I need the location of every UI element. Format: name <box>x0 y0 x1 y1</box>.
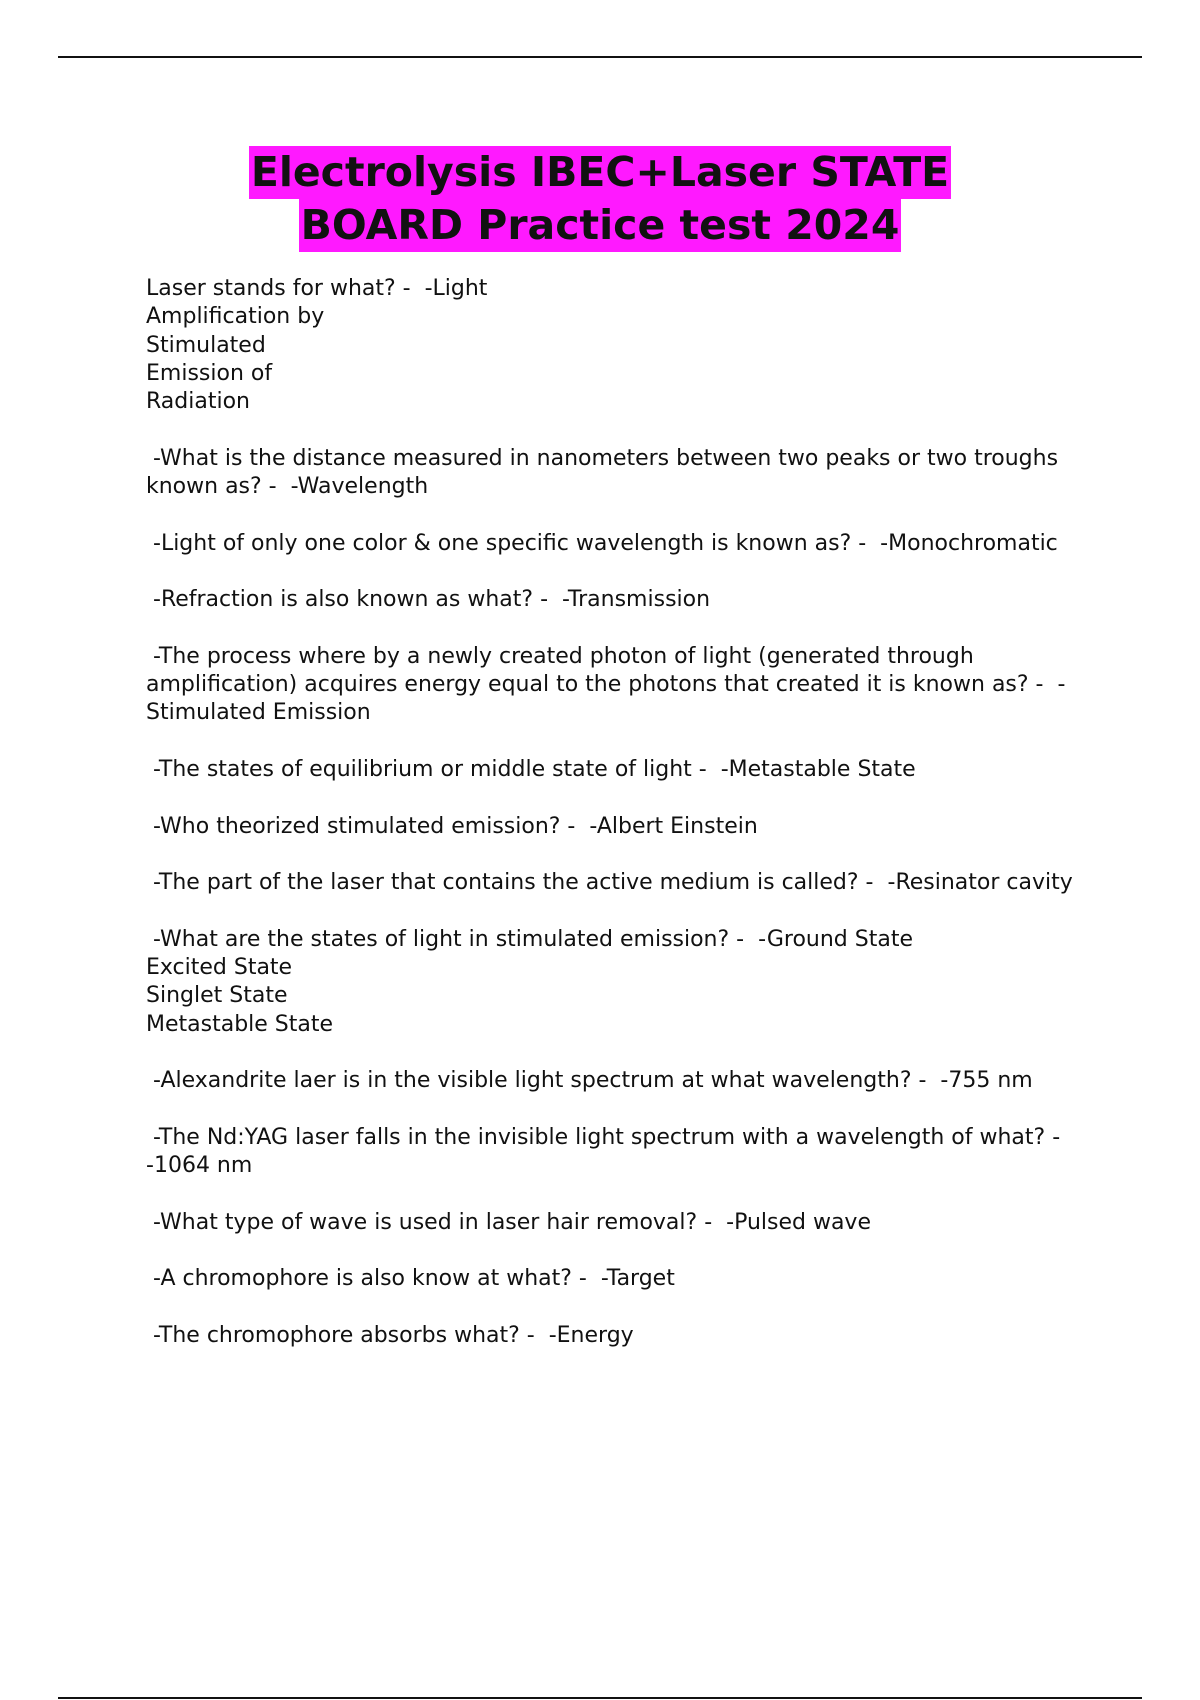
qa-item <box>146 445 1096 502</box>
answer-text: Metastable State <box>146 1011 334 1037</box>
answer-text: Albert Einstein <box>596 813 758 839</box>
qa-item <box>146 1209 1096 1237</box>
question-text: -Who theorized stimulated emission? - - <box>146 813 597 839</box>
answer-text: Singlet State <box>146 983 288 1009</box>
answer-text: Amplification by <box>146 304 325 330</box>
question-text: -What is the distance measured in nanometers between two peaks or two troughs known as? - - <box>146 445 1066 500</box>
qa-item <box>146 1067 1096 1095</box>
qa-item <box>146 926 1096 1039</box>
qa-item <box>146 813 1096 841</box>
answer-text: Stimulated <box>146 332 266 358</box>
qa-item <box>146 275 1096 416</box>
question-text: -What are the states of light in stimulated emission? - - <box>146 926 767 952</box>
qa-item <box>146 756 1096 784</box>
title-line-2: BOARD Practice test 2024 <box>299 199 902 252</box>
answer-text: Excited State <box>146 955 293 981</box>
answer-text: 755 nm <box>948 1068 1033 1094</box>
question-text: -A chromophore is also know at what? - - <box>146 1266 607 1292</box>
question-text: -The Nd:YAG laser falls in the invisible light spectrum with a wavelength of what? - - <box>146 1124 1075 1179</box>
qa-item <box>146 530 1096 558</box>
answer-text: Light <box>432 276 488 301</box>
answer-text: Ground State <box>766 926 913 952</box>
answer-text: Stimulated Emission <box>146 700 371 726</box>
answer-text: Emission of <box>146 360 273 386</box>
answer-text: Energy <box>556 1322 634 1348</box>
question-text: -The states of equilibrium or middle state of light - - <box>146 757 729 783</box>
qa-item <box>146 1322 1096 1350</box>
question-text: -Light of only one color & one specific wavelength is known as? - - <box>146 530 889 556</box>
question-text: -Alexandrite laer is in the visible light spectrum at what wavelength? - - <box>146 1068 949 1094</box>
question-text: -The chromophore absorbs what? - - <box>146 1322 557 1348</box>
qa-item <box>146 1124 1096 1181</box>
answer-text: Resinator cavity <box>895 870 1073 896</box>
answer-text: Wavelength <box>297 474 429 500</box>
top-rule <box>58 56 1142 58</box>
answer-text: Radiation <box>146 389 250 415</box>
question-text: Laser stands for what? - - <box>146 276 433 301</box>
answer-text: Target <box>606 1266 675 1292</box>
answer-text: Pulsed wave <box>734 1209 871 1235</box>
answer-text: Transmission <box>567 587 711 613</box>
qa-item <box>146 586 1096 614</box>
qa-item <box>146 643 1096 728</box>
qa-item <box>146 1265 1096 1293</box>
title-line-1: Electrolysis IBEC+Laser STATE <box>249 146 951 199</box>
qa-item <box>146 869 1096 897</box>
qa-list <box>146 275 1096 1379</box>
answer-text: 1064 nm <box>153 1153 253 1179</box>
document-title <box>0 146 1200 252</box>
question-text: -What type of wave is used in laser hair removal? - - <box>146 1209 735 1235</box>
question-text: -Refraction is also known as what? - - <box>146 587 568 613</box>
bottom-rule <box>58 1697 1142 1699</box>
answer-text: Metastable State <box>728 757 916 783</box>
question-text: -The part of the laser that contains the active medium is called? - - <box>146 870 896 896</box>
question-text: -The process where by a newly created photon of light (generated through amplification) acquires energy equal to the photons that created it is known as? - - <box>146 643 1066 698</box>
answer-text: Monochromatic <box>888 530 1058 556</box>
